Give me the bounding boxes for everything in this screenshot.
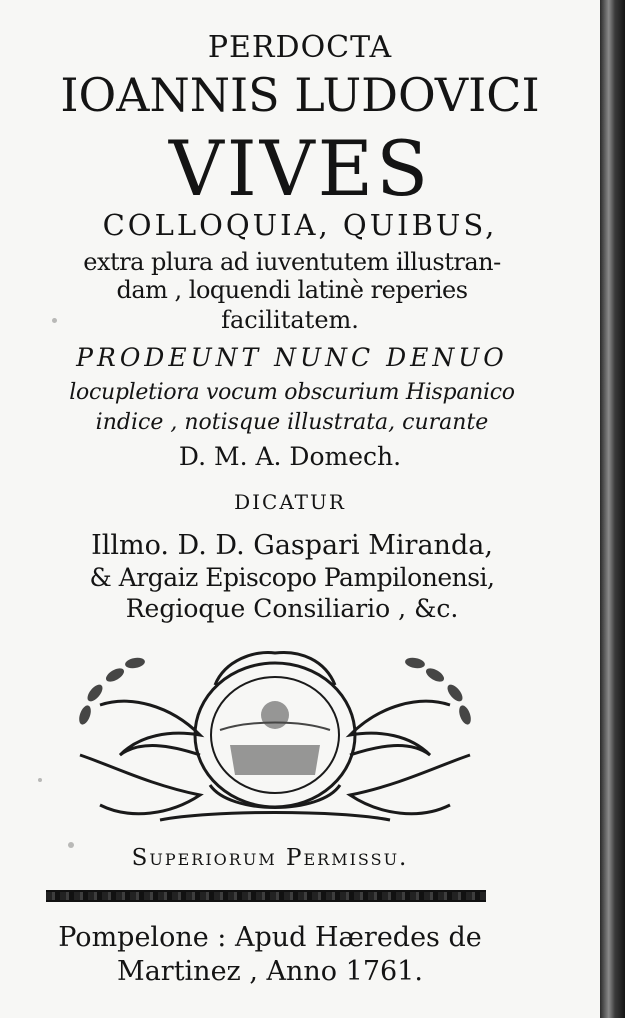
dedication-line-3: Regioque Consiliario , &c. <box>125 594 459 623</box>
prodeunt-heading: PRODEUNT NUNC DENUO <box>76 343 508 372</box>
dicatur-heading: DICATUR <box>234 490 346 514</box>
foxing-spot <box>68 842 74 848</box>
dedication-line-1: Illmo. D. D. Gaspari Miranda, <box>91 530 493 561</box>
imprint-line-1: Pompelone : Apud Hæredes de <box>58 922 482 953</box>
title-author-name: IOANNIS LUDOVICI <box>60 68 540 122</box>
dedication-line-2: & Argaiz Episcopo Pampilonensi, <box>89 563 495 592</box>
subtitle-line-2: dam , loquendi latinè reperies <box>116 276 468 304</box>
horizontal-rule <box>46 890 486 902</box>
imprint-line-2: Martinez , Anno 1761. <box>117 956 423 987</box>
foxing-spot <box>38 778 42 782</box>
book-gutter <box>600 0 625 1018</box>
superiorum-permissu: Superiorum Permissu. <box>131 845 409 871</box>
subtitle-line-1: extra plura ad iuventutem illustran- <box>83 248 501 276</box>
printers-ornament-icon <box>60 635 490 840</box>
subtitle-line-3: facilitatem. <box>221 306 359 334</box>
editor-name: D. M. A. Domech. <box>178 442 402 471</box>
title-perdocta: PERDOCTA <box>207 30 393 65</box>
title-colloquia: COLLOQUIA, QUIBUS, <box>102 208 498 242</box>
title-vives: VIVES <box>168 124 432 213</box>
prodeunt-line-1: locupletiora vocum obscurium Hispanico <box>69 380 515 405</box>
foxing-spot <box>52 318 57 323</box>
prodeunt-line-2: indice , notisque illustrata, curante <box>95 410 489 435</box>
